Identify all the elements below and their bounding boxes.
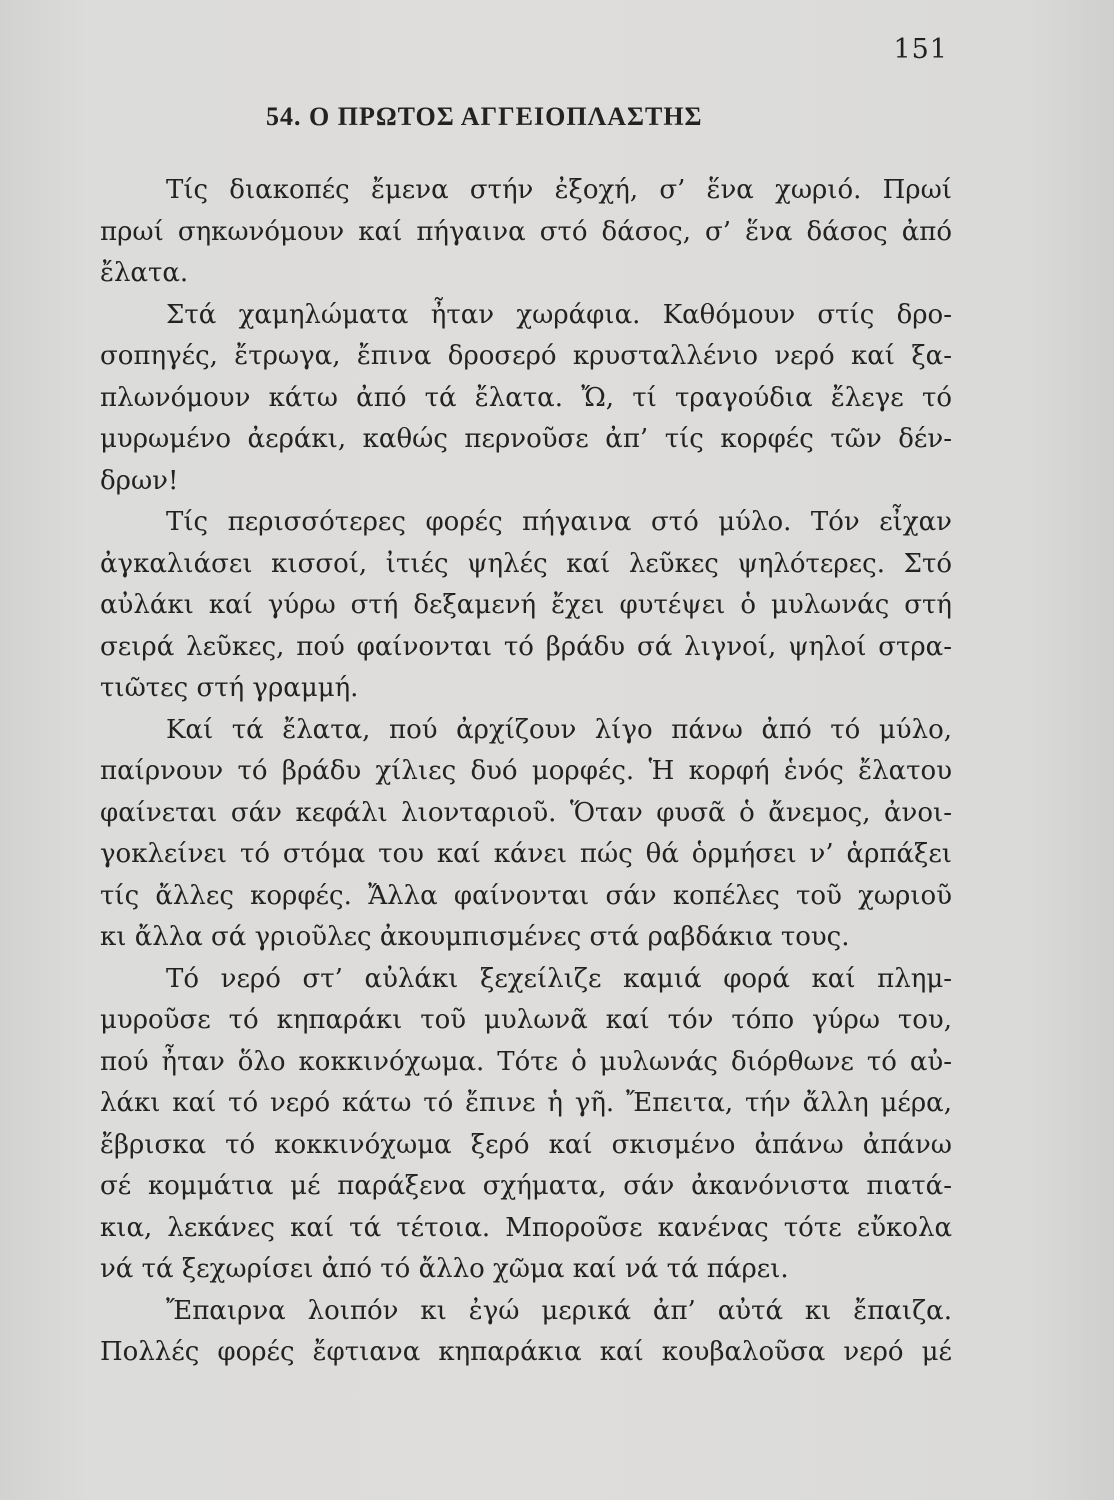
text-line: τιῶτες στή γραμμή. xyxy=(100,673,359,703)
paragraph xyxy=(100,502,952,710)
body-text xyxy=(100,170,952,1374)
paragraph xyxy=(100,959,952,1291)
text-line: Στά χαμηλώματα ἦταν χωράφια. Καθόμουν στίς δρο- xyxy=(166,299,952,330)
text-line: πλωνόμουν κάτω ἀπό τά ἔλατα. Ὤ, τί τραγούδια ἔλεγε τό xyxy=(100,382,952,413)
paragraph xyxy=(100,170,952,295)
text-line: σειρά λεῦκες, πού φαίνονται τό βράδυ σά λιγνοί, ψηλοί στρα- xyxy=(100,631,952,662)
text-line: ἀγκαλιάσει κισσοί, ἰτιές ψηλές καί λεῦκες ψηλότερες. Στό xyxy=(100,548,952,579)
text-line: πού ἦταν ὅλο κοκκινόχωμα. Τότε ὁ μυλωνάς διόρθωνε τό αὐ- xyxy=(100,1046,952,1077)
text-line: νά τά ξεχωρίσει ἀπό τό ἄλλο χῶμα καί νά τά πάρει. xyxy=(100,1254,789,1284)
text-line: μυροῦσε τό κηπαράκι τοῦ μυλωνᾶ καί τόν τόπο γύρω του, xyxy=(100,1005,952,1035)
text-line: γοκλείνει τό στόμα του καί κάνει πώς θά ὁρμήσει ν’ ἁρπάξει xyxy=(100,839,952,869)
text-line: σέ κομμάτια μέ παράξενα σχήματα, σάν ἀκανόνιστα πιατά- xyxy=(100,1171,952,1201)
paragraph xyxy=(100,295,952,503)
text-line: κια, λεκάνες καί τά τέτοια. Μποροῦσε κανένας τότε εὔκολα xyxy=(100,1212,952,1243)
text-line: κι ἄλλα σά γριοῦλες ἀκουμπισμένες στά ραβδάκια τους. xyxy=(100,922,850,952)
text-line: ἔλατα. xyxy=(100,258,189,288)
text-line: Τίς περισσότερες φορές πήγαινα στό μύλο. Τόν εἶχαν xyxy=(166,507,952,537)
text-line: Ἔπαιρνα λοιπόν κι ἐγώ μερικά ἀπ’ αὐτά κι ἔπαιζα. xyxy=(166,1295,952,1326)
text-line: ἔβρισκα τό κοκκινόχωμα ξερό καί σκισμένο ἀπάνω ἀπάνω xyxy=(100,1129,952,1160)
text-line: Τίς διακοπές ἔμενα στήν ἐξοχή, σ’ ἕνα χωριό. Πρωί xyxy=(166,175,952,205)
text-line: σοπηγές, ἔτρωγα, ἔπινα δροσερό κρυσταλλένιο νερό καί ξα- xyxy=(100,341,952,371)
page-number: 151 xyxy=(893,34,948,65)
text-line: αὐλάκι καί γύρω στή δεξαμενή ἔχει φυτέψει ὁ μυλωνάς στή xyxy=(100,590,952,620)
text-line: μυρωμένο ἀεράκι, καθώς περνοῦσε ἀπ’ τίς κορφές τῶν δέν- xyxy=(100,424,952,454)
text-line: τίς ἄλλες κορφές. Ἄλλα φαίνονται σάν κοπέλες τοῦ χωριοῦ xyxy=(100,880,952,911)
text-line: δρων! xyxy=(100,465,179,496)
text-line: φαίνεται σάν κεφάλι λιονταριοῦ. Ὅταν φυσᾶ ὁ ἄνεμος, ἀνοι- xyxy=(100,797,952,828)
text-line: Πολλές φορές ἔφτιανα κηπαράκια καί κουβαλοῦσα νερό μέ xyxy=(100,1337,952,1367)
text-line: λάκι καί τό νερό κάτω τό ἔπινε ἡ γῆ. Ἔπειτα, τήν ἄλλη μέρα, xyxy=(100,1088,952,1118)
paragraph xyxy=(100,1291,952,1374)
text-line: Καί τά ἔλατα, πού ἀρχίζουν λίγο πάνω ἀπό τό μύλο, xyxy=(166,714,952,745)
text-line: Τό νερό στ’ αὐλάκι ξεχείλιζε καμιά φορά καί πλημ- xyxy=(166,963,952,994)
text-line: παίρνουν τό βράδυ χίλιες δυό μορφές. Ἡ κορφή ἑνός ἔλατου xyxy=(100,756,952,786)
chapter-title: 54. Ο ΠΡΩΤΟΣ ΑΓΓΕΙΟΠΛΑΣΤΗΣ xyxy=(266,102,703,131)
paragraph xyxy=(100,710,952,959)
text-line: πρωί σηκωνόμουν καί πήγαινα στό δάσος, σ’ ἕνα δάσος ἀπό xyxy=(100,216,952,247)
